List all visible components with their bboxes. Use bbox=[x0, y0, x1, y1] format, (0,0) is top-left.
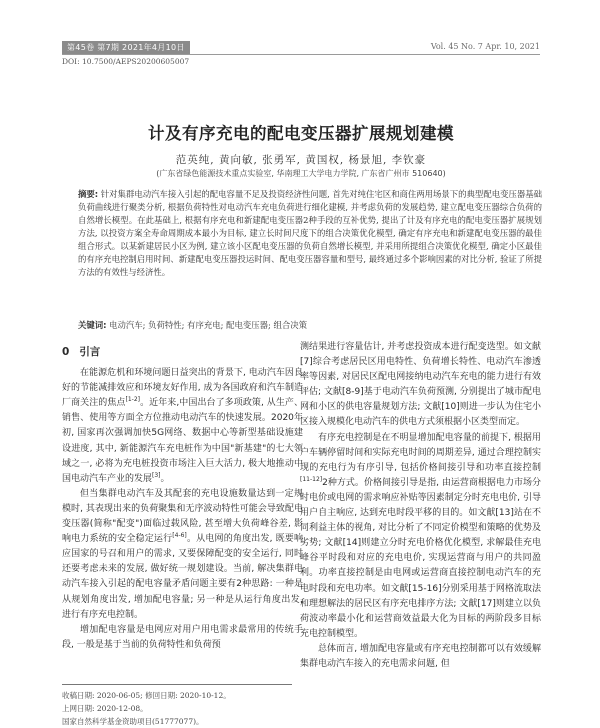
body-column-right bbox=[300, 340, 541, 672]
body-paragraph: 但当集群电动汽车及其配套的充电设施数量达到一定规模时, 其表现出来的负荷聚集和无序波动特性可能会导致配电变压器(简称"配变")面临过载风险, 甚至增大负荷峰谷差, 影响电力系统的安全稳定运行[4-6]。从电网的角度出发, 既要响应国家的号召和用户的需求, 又要保障配变的安全运行, 同时还要考虑未来的发展, 做好统一规划建设。当前, 解决集群电动汽车接入引起的配电容量矛盾问题主要有2种思路: 一种是从规划角度出发, 增加配电容量; 另一种是从运行角度出发, 进行有序充电控制。 bbox=[62, 488, 303, 620]
body-paragraph: 增加配电容量是电网应对用户用电需求最常用的传统手段, 一般是基于当前的负荷特性和负荷预 bbox=[62, 624, 303, 650]
keywords-text: 电动汽车; 负荷特性; 有序充电; 配电变压器; 组合决策 bbox=[109, 320, 307, 330]
citation: [4-6] bbox=[172, 532, 187, 540]
section-number: 0 bbox=[62, 346, 70, 358]
abstract-label: 摘要: bbox=[78, 189, 99, 199]
doi-text: DOI: 10.7500/AEPS20200605007 bbox=[62, 57, 190, 66]
abstract-text: 针对集群电动汽车接入引起的配电容量不足及投资经济性问题, 首先对纯住宅区和商住两用场景下的典型配电变压器基础负荷曲线进行聚类分析, 根据负荷特性对电动汽车充电负荷进行细化建模, 并考虑负荷的发展趋势, 建立配电变压器综合负荷的自然增长模型。在此基础上, 根据有序充电和新建配电变压器2种手段的互补优势, 提出了计及有序充电的配电变压器扩展规划方法, 以投资方案全寿命周期成本最小为目标, 建立长时间尺度下的组合决策优化模型, 确定有序充电和新建配电变压器的最佳组合形式。以某新建居民小区为例, 建立该小区配电变压器的负荷自然增长模型, 并采用所提组合决策优化模型, 确定小区最佳的有序充电控制启用时间、新建配电变压器投运时间、配电变压器容量和型号, 最终通过多个影响因素的对比分析, 验证了所提方法的有效性与经济性。 bbox=[78, 189, 542, 277]
citation: [11-12] bbox=[300, 475, 323, 483]
footnote-received: 收稿日期: 2020-06-05; 修回日期: 2020-10-12。 bbox=[62, 691, 231, 700]
author-list: 范英纯, 黄向敏, 张勇军, 黄国权, 杨景旭, 李钦豪 bbox=[175, 154, 427, 166]
body-paragraph: 总体而言, 增加配电容量或有序充电控制都可以有效缓解集群电动汽车接入的充电需求问题, 但 bbox=[300, 643, 541, 669]
header-rule bbox=[62, 54, 540, 55]
section-title: 引言 bbox=[79, 346, 101, 358]
footnote-fund: 国家自然科学基金资助项目(51777077)。 bbox=[62, 717, 204, 726]
abstract-block bbox=[78, 188, 542, 279]
section-heading-intro bbox=[62, 345, 303, 360]
paper-title: 计及有序充电的配电变压器扩展规划建模 bbox=[148, 124, 454, 143]
footnotes bbox=[62, 684, 292, 728]
author-affiliation: (广东省绿色能源技术重点实验室, 华南理工大学电力学院, 广东省广州市 510640) bbox=[156, 169, 446, 178]
citation: [3] bbox=[152, 471, 161, 479]
body-paragraph: 测结果进行容量估计, 并考虑投资成本进行配变选型。如文献[7]综合考虑居民区用电特性、负荷增长特性、电动汽车渗透率等因素, 对居民区配电网接纳电动汽车充电的能力进行有效评估; 文献[8-9]基于电动汽车负荷预测, 分别提出了城市配电网和小区的供电容量规划方法; 文献[10]则进一步认为住宅小区接入规模化电动汽车的供电方式须根据小区类型而定。 bbox=[300, 342, 541, 428]
keywords-block bbox=[78, 319, 542, 332]
body-paragraph: 有序充电控制是在不明显增加配电容量的前提下, 根据用户车辆停留时间和实际充电时间的周期差异, 通过合理控制实现的充电行为有序引导, 包括价格间接引导和功率直接控制[11-12]2种方式。价格间接引导是指, 由运营商根据电力市场分时电价或电网的需求响应补贴等因素制定分时充电电价, 引导用户自主响应, 达到充电时段平移的目的。如文献[13]站在不同利益主体的视角, 对比分析了不同定价模型和策略的优势及劣势; 文献[14]则建立分时充电价格优化模型, 求解最佳充电峰谷平时段和对应的充电电价, 实现运营商与用户的共同盈利。功率直接控制是由电网或运营商直接控制电动汽车的充电时段和充电功率。如文献[15-16]分别采用基于网格流取法和理想解法的居民区有序充电排序方法; 文献[17]则建立以负荷波动率最小化和运营商效益最大化为目标的两阶段多目标充电控制模型。 bbox=[300, 432, 541, 639]
journal-volume-info: Vol. 45 No. 7 Apr. 10, 2021 bbox=[430, 42, 540, 51]
citation: [1-2] bbox=[125, 396, 140, 404]
keywords-label: 关键词: bbox=[78, 320, 107, 330]
body-paragraph: 在能源危机和环境问题日益突出的背景下, 电动汽车因良好的节能减排效应和环境友好作用, 成为各国政府和汽车制造厂商关注的焦点[1-2]。近年来,中国出台了多项政策, 从生产、销售、使用等方面全方位推动电动汽车的快速发展。2020年初, 国家再次强调加快5G网络、数据中心等新型基础设施建设进度, 其中, 新能源汽车充电桩作为中国"新基建"的七大领域之一, 必将为充电桩投资市场注入巨大活力, 极大地推动中国电动汽车产业的发展[3]。 bbox=[62, 368, 303, 484]
journal-issue-badge: 第45卷 第7期 2021年4月10日 bbox=[62, 41, 190, 54]
body-column-left bbox=[62, 340, 303, 653]
footnote-online: 上网日期: 2020-12-08。 bbox=[62, 704, 148, 713]
